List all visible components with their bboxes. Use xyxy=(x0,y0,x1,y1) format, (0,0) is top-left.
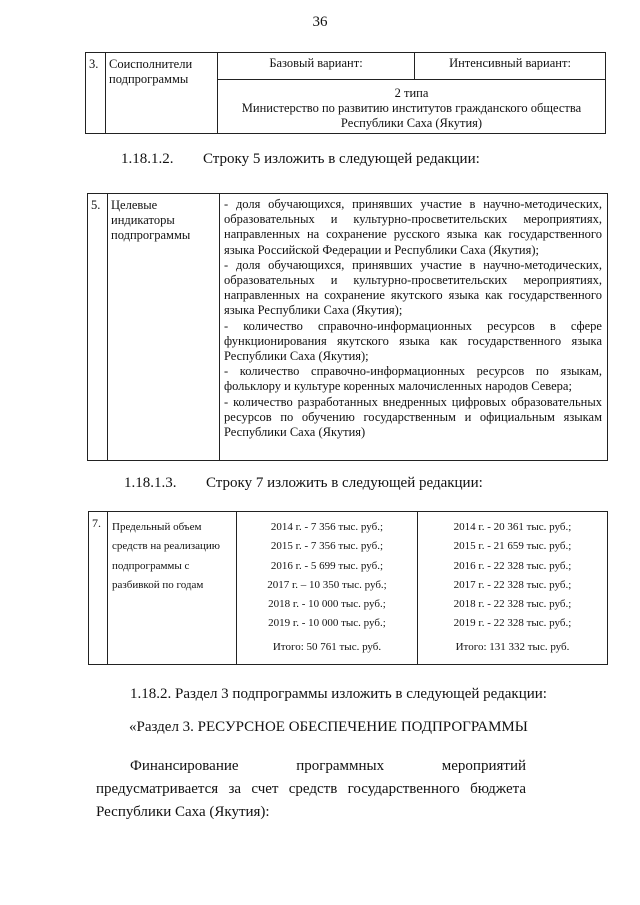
indicator-item: - количество справочно-информационных ресурсов в сфере функционирования якутского языка как государственного языка Республики Саха (Якутия); xyxy=(224,318,602,364)
indicator-item: - доля обучающихся, принявших участие в научно-методических, образовательных и культурно-просветительских мероприятиях, направленных на сохранение русского языка как государственного языка Российской Федерации и Республики Саха (Якутия); xyxy=(224,197,602,257)
row-number: 3. xyxy=(86,53,106,134)
base-year-value: 2014 г. - 7 356 тыс. руб.; xyxy=(270,521,384,533)
section-title: «Раздел 3. РЕСУРСНОЕ ОБЕСПЕЧЕНИЕ ПОДПРОГРАММЫ xyxy=(129,719,528,735)
base-year-value: 2015 г. - 7 356 тыс. руб.; xyxy=(270,540,384,553)
label-line: средств на реализацию xyxy=(112,540,220,553)
ministry-line-2: Республики Саха (Якутия) xyxy=(340,116,483,130)
types-count: 2 типа xyxy=(394,86,429,100)
financing-paragraph: Финансирование программных мероприятий предусматривается за счет средств государственного бюджета Республики Саха (Якутия): xyxy=(96,758,526,820)
label-line: Предельный объем xyxy=(112,521,202,533)
indicator-item: - количество разработанных внедренных цифровых образовательных ресурсов по обучению государственным и официальным языкам Республики Саха (Якутия) xyxy=(224,394,602,440)
page-number: 36 xyxy=(312,14,328,30)
paragraph-1-18-2: 1.18.2. Раздел 3 подпрограммы изложить в следующей редакции: xyxy=(130,686,547,702)
base-year-value: 2018 г. - 10 000 тыс. руб.; xyxy=(268,598,386,611)
row-label: Целевые индикаторы подпрограммы xyxy=(108,194,220,461)
base-funding-column xyxy=(237,512,418,665)
intensive-variant-header: Интенсивный вариант: xyxy=(415,53,606,80)
heading-number: 1.18.1.3. xyxy=(124,475,177,491)
row-number: 5. xyxy=(88,194,108,461)
indicator-item: - количество справочно-информационных ресурсов по языкам, фольклору и культуре коренных малочисленных народов Севера; xyxy=(224,364,602,394)
intensive-total: Итого: 131 332 тыс. руб. xyxy=(455,640,570,653)
heading-text: Строку 7 изложить в следующей редакции: xyxy=(206,475,483,491)
heading-1-18-1-2 xyxy=(121,151,480,168)
intensive-year-value: 2017 г. - 22 328 тыс. руб.; xyxy=(453,578,572,591)
intensive-funding-column xyxy=(418,512,608,665)
indicator-item: - доля обучающихся, принявших участие в научно-методических, образовательных и культурно-просветительских мероприятиях, направленных на сохранение якутского языка как государственного языка Республики Саха (Якутия); xyxy=(224,257,602,318)
intensive-year-value: 2018 г. - 22 328 тыс. руб.; xyxy=(453,598,572,611)
intensive-year-value: 2016 г. - 22 328 тыс. руб.; xyxy=(453,559,572,572)
table-funding xyxy=(88,511,608,665)
base-variant-header: Базовый вариант: xyxy=(218,53,415,80)
base-total: Итого: 50 761 тыс. руб. xyxy=(272,640,382,653)
label-line: разбивкой по годам xyxy=(112,578,204,591)
row-label xyxy=(108,512,237,665)
base-year-value: 2016 г. - 5 699 тыс. руб.; xyxy=(270,559,384,572)
heading-text: Строку 5 изложить в следующей редакции: xyxy=(203,151,480,167)
heading-number: 1.18.1.2. xyxy=(121,151,174,167)
intensive-year-value: 2015 г. - 21 659 тыс. руб.; xyxy=(453,540,572,553)
coexecutor-cell xyxy=(218,80,606,134)
table-target-indicators xyxy=(87,193,608,461)
base-year-value: 2017 г. – 10 350 тыс. руб.; xyxy=(267,578,387,591)
intensive-year-value: 2014 г. - 20 361 тыс. руб.; xyxy=(453,521,572,533)
ministry-line-1: Министерство по развитию институтов гражданского общества xyxy=(241,101,582,115)
table-coexecutors xyxy=(85,52,606,134)
row-number: 7. xyxy=(89,512,108,665)
heading-1-18-1-3 xyxy=(124,475,483,492)
base-year-value: 2019 г. - 10 000 тыс. руб.; xyxy=(268,617,386,630)
intensive-year-value: 2019 г. - 22 328 тыс. руб.; xyxy=(453,617,572,630)
indicators-cell xyxy=(220,194,608,461)
label-line: подпрограммы с xyxy=(112,559,190,572)
row-label: Соисполнители подпрограммы xyxy=(106,53,218,134)
